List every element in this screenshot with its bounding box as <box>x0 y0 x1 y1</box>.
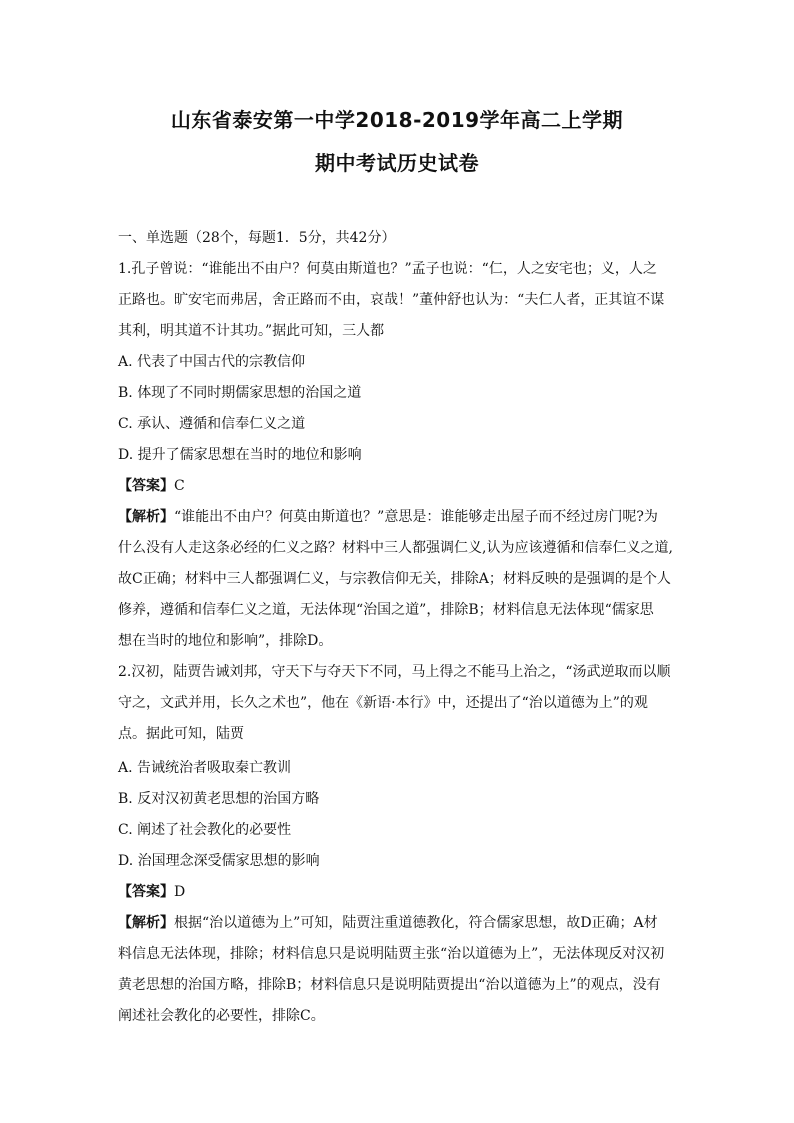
q1-analysis-line: “谁能出不由户？何莫由斯道也？”意思是：谁能够走出屋子而不经过房门呢?为 <box>174 509 658 525</box>
section-header: 一、单选题（28个，每题1．5分，共42分） <box>118 230 396 246</box>
q2-analysis-row <box>118 914 678 932</box>
q1-answer-row <box>118 477 678 495</box>
q2-option-a: A. 告诫统治者吸取秦亡教训 <box>118 760 292 776</box>
q1-option-a: A. 代表了中国古代的宗教信仰 <box>118 354 306 370</box>
q1-option-c: C. 承认、遵循和信奉仁义之道 <box>118 416 306 432</box>
q1-analysis-line: 修养，遵循和信奉仁义之道，无法体现“治国之道”，排除B；材料信息无法体现“儒家思 <box>118 602 654 618</box>
q2-analysis-line: 料信息无法体现，排除；材料信息只是说明陆贾主张“治以道德为上”，无法体现反对汉初 <box>118 946 665 962</box>
q1-stem-line: 其利，明其道不计其功。”据此可知，三人都 <box>118 323 385 339</box>
q1-analysis-line: 想在当时的地位和影响”，排除D。 <box>118 633 333 649</box>
q1-answer-value: C <box>174 478 185 494</box>
q2-analysis-label: 【解析】 <box>118 915 174 931</box>
q2-answer-row <box>118 883 678 901</box>
q2-answer-value: D <box>174 884 186 900</box>
q1-answer-label: 【答案】 <box>118 478 174 494</box>
q2-analysis-line: 阐述社会教化的必要性，排除C。 <box>118 1008 325 1024</box>
q2-option-b: B. 反对汉初黄老思想的治国方略 <box>118 791 320 807</box>
q1-stem-line: 1.孔子曾说：“谁能出不由户？何莫由斯道也？”孟子也说：“仁，人之安宅也；义，人之 <box>118 261 657 277</box>
q1-analysis-line: 故C正确；材料中三人都强调仁义，与宗教信仰无关，排除A；材料反映的是强调的是个人 <box>118 571 671 587</box>
q2-option-d: D. 治国理念深受儒家思想的影响 <box>118 853 320 869</box>
q2-option-c: C. 阐述了社会教化的必要性 <box>118 822 292 838</box>
q1-analysis-label: 【解析】 <box>118 509 174 525</box>
q1-stem-line: 正路也。旷安宅而弗居，舍正路而不由，哀哉！”董仲舒也认为：“夫仁人者，正其谊不谋 <box>118 292 665 308</box>
q2-answer-label: 【答案】 <box>118 884 174 900</box>
q1-option-b: B. 体现了不同时期儒家思想的治国之道 <box>118 385 362 401</box>
q2-stem-line: 点。据此可知，陆贾 <box>118 726 244 742</box>
exam-title-line1: 山东省泰安第一中学2018-2019学年高二上学期 <box>170 108 624 132</box>
q1-analysis-row <box>118 508 678 526</box>
q1-analysis-line: 什么没有人走这条必经的仁义之路？材料中三人都强调仁义,认为应该遵循和信奉仁义之道, <box>118 540 673 556</box>
q2-analysis-line: 黄老思想的治国方略，排除B；材料信息只是说明陆贾提出“治以道德为上”的观点，没有 <box>118 977 661 993</box>
q2-stem-line: 守之，文武并用，长久之术也”，他在《新语·本行》中，还提出了“治以道德为上”的观 <box>118 695 648 711</box>
q1-option-d: D. 提升了儒家思想在当时的地位和影响 <box>118 447 362 463</box>
exam-title-line2: 期中考试历史试卷 <box>315 151 479 175</box>
q2-analysis-line: 根据“治以道德为上”可知，陆贾注重道德教化，符合儒家思想，故D正确；A材 <box>174 915 658 931</box>
q2-stem-line: 2.汉初，陆贾告诫刘邦，守天下与夺天下不同，马上得之不能马上治之，“汤武逆取而以顺 <box>118 664 671 680</box>
